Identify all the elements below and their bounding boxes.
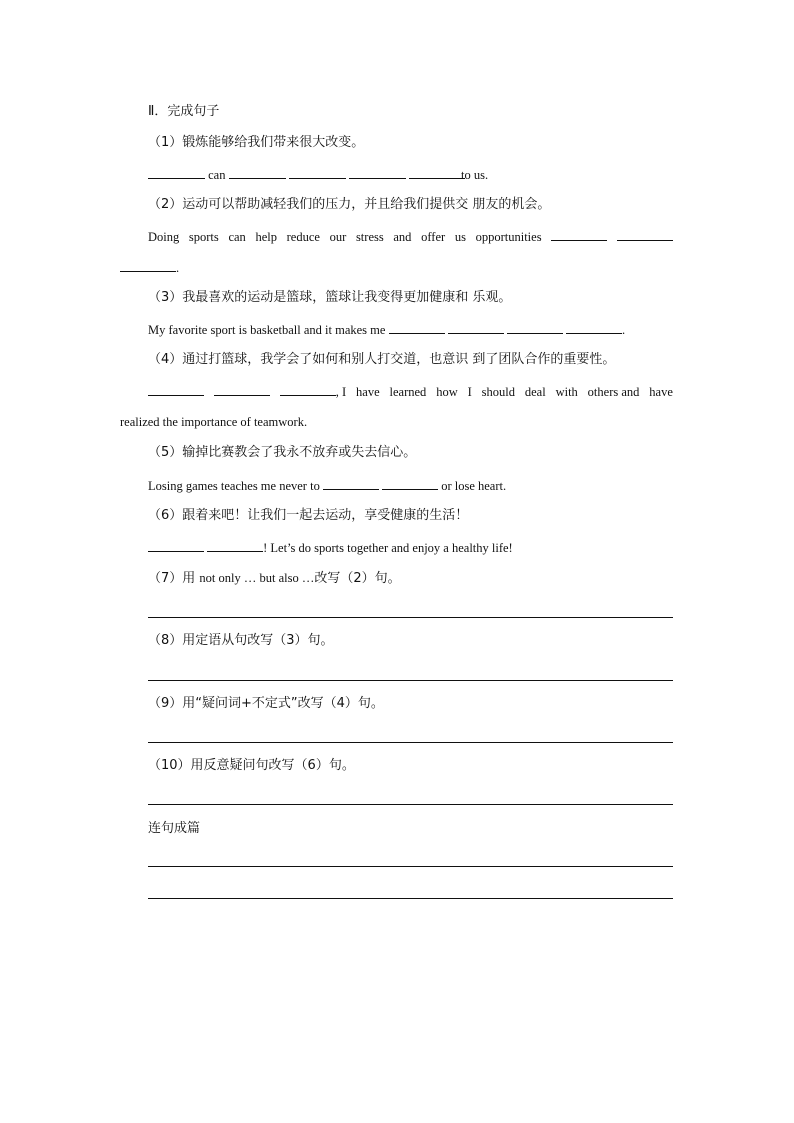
q7-prefix: （7）用 [148,571,196,586]
q10-answer-line[interactable] [148,804,673,805]
q2-word: and [393,230,412,244]
q2-word: stress [355,230,384,244]
q3-sentence-start: My favorite sport is basketball and it makes me [148,323,386,337]
q1-blank-5[interactable] [409,165,465,179]
q2-blank-3[interactable] [120,258,176,272]
q3-blank-2[interactable] [448,320,504,334]
q8-instruction: （8）用定语从句改写（3）句。 [148,633,334,648]
q1-word-to-us: to us. [460,168,489,182]
q6-english [148,538,513,557]
q4-word: learned [389,385,427,399]
section-title: Ⅱ．完成句子 [148,104,220,119]
q6-blank-1[interactable] [148,538,204,552]
q4-blank-3[interactable] [280,382,336,396]
q1-english [148,165,488,184]
composition-answer-line-2[interactable] [148,898,673,899]
q7-instruction [148,569,401,588]
q2-word: offer [421,230,446,244]
q6-chinese: （6）跟着来吧！让我们一起去运动，享受健康的生活！ [148,508,469,523]
q9-instruction: （9）用“疑问词+不定式”改写（4）句。 [148,696,384,711]
q1-blank-1[interactable] [148,165,205,179]
q6-blank-2[interactable] [207,538,263,552]
q2-period: . [176,261,180,275]
q3-blank-1[interactable] [389,320,445,334]
q6-sentence-end: ! Let’s do sports together and enjoy a healthy life! [263,541,513,555]
q1-word-can: can [208,168,226,182]
q2-blank-2[interactable] [617,227,673,241]
q1-blank-4[interactable] [349,165,406,179]
q5-sentence-end: or lose heart. [441,479,507,493]
q2-blank-1[interactable] [551,227,607,241]
q7-pattern: not only … but also … [199,571,315,585]
q7-answer-line[interactable] [148,617,673,618]
q3-english [148,320,625,339]
q10-instruction: （10）用反意疑问句改写（6）句。 [148,758,355,773]
q4-word: with [555,385,578,399]
q4-word: I [467,385,472,399]
q2-word: sports [188,230,219,244]
q9-answer-line[interactable] [148,742,673,743]
q4-blank-1[interactable] [148,382,204,396]
q4-word: deal [524,385,546,399]
q2-word: reduce [286,230,320,244]
q4-english-line1 [148,382,673,401]
q1-blank-2[interactable] [229,165,286,179]
q2-english-line1 [148,227,673,246]
q4-word: have [649,385,673,399]
q8-answer-line[interactable] [148,680,673,681]
q4-word: , I [335,385,347,399]
q3-period: . [621,323,626,337]
q2-chinese: （2）运动可以帮助减轻我们的压力，并且给我们提供交 朋友的机会。 [148,197,551,212]
q4-word: should [481,385,515,399]
q4-word: others and [587,385,640,399]
q7-suffix: 改写（2）句。 [314,571,401,586]
q1-chinese: （1）锻炼能够给我们带来很大改变。 [148,135,365,150]
q5-english [148,476,506,495]
q2-word: can [228,230,246,244]
q2-word: opportunities [475,230,542,244]
q2-word: Doing [148,230,180,244]
q2-english-line2 [120,258,179,277]
q2-word: help [255,230,277,244]
q5-sentence-start: Losing games teaches me never to [148,479,320,493]
composition-answer-line-1[interactable] [148,866,673,867]
q3-chinese: （3）我最喜欢的运动是篮球，篮球让我变得更加健康和 乐观。 [148,290,512,305]
q3-blank-4[interactable] [566,320,622,334]
q4-blank-2[interactable] [214,382,270,396]
q4-english-line2: realized the importance of teamwork. [120,415,308,429]
q4-word: have [356,385,380,399]
q5-blank-2[interactable] [382,476,438,490]
q1-blank-3[interactable] [289,165,346,179]
q5-blank-1[interactable] [323,476,379,490]
q3-blank-3[interactable] [507,320,563,334]
q4-blank-3-group [280,382,346,401]
q4-word: how [436,385,458,399]
q4-chinese: （4）通过打篮球，我学会了如何和别人打交道，也意识 到了团队合作的重要性。 [148,352,616,367]
composition-title: 连句成篇 [148,821,201,836]
q2-word: us [454,230,466,244]
q2-word: our [329,230,347,244]
q5-chinese: （5）输掉比赛教会了我永不放弃或失去信心。 [148,445,417,460]
